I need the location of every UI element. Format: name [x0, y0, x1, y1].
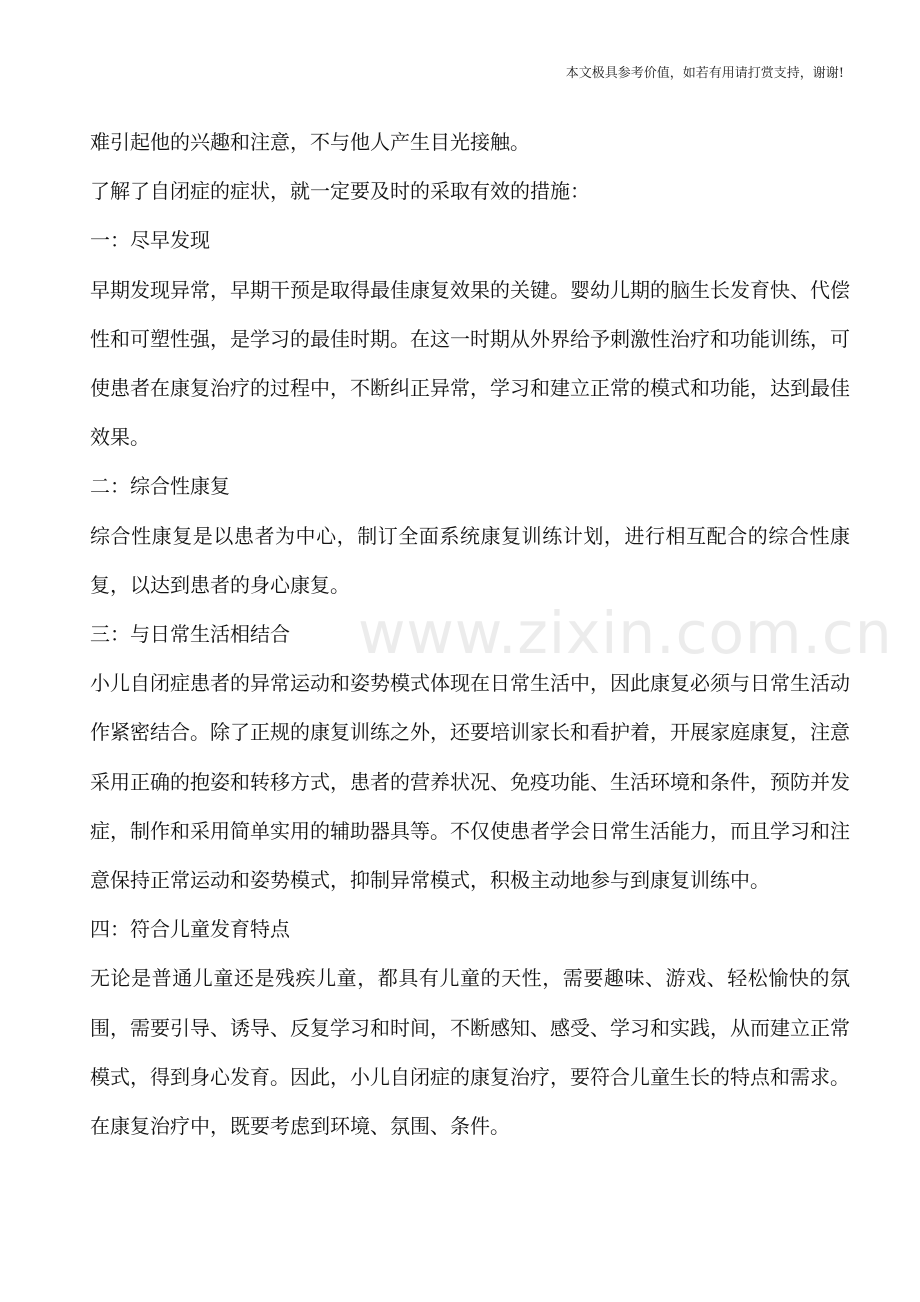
paragraph-section-2: 综合性康复是以患者为中心，制订全面系统康复训练计划，进行相互配合的综合性康复，以达到患者的身心康复。: [90, 523, 850, 597]
section-heading-2: 二：综合性康复: [90, 474, 230, 499]
paragraph-section-4: 无论是普通儿童还是残疾儿童，都具有儿童的天性，需要趣味、游戏、轻松愉快的氛围，需要引导、诱导、反复学习和时间，不断感知、感受、学习和实践，从而建立正常模式，得到身心发育。因此，小儿自闭症的康复治疗，要符合儿童生长的特点和需求。在康复治疗中，既要考虑到环境、氛围、条件。: [90, 966, 850, 1139]
paragraph-section-1: 早期发现异常，早期干预是取得最佳康复效果的关键。婴幼儿期的脑生长发育快、代偿性和可塑性强，是学习的最佳时期。在这一时期从外界给予刺激性治疗和功能训练，可使患者在康复治疗的过程中，不断纠正异常，学习和建立正常的模式和功能，达到最佳效果。: [90, 277, 850, 450]
header-note: 本文极具参考价值，如若有用请打赏支持，谢谢!: [565, 66, 844, 81]
watermark: www.zixin.com.cn: [358, 599, 893, 667]
section-heading-1: 一：尽早发现: [90, 228, 210, 253]
paragraph-intro: 了解了自闭症的症状，就一定要及时的采取有效的措施：: [90, 179, 590, 204]
section-heading-4: 四：符合儿童发育特点: [90, 917, 290, 942]
document-body: [90, 118, 850, 1151]
paragraph-continuation: 难引起他的兴趣和注意，不与他人产生目光接触。: [90, 130, 530, 154]
paragraph-section-3: 小儿自闭症患者的异常运动和姿势模式体现在日常生活中，因此康复必须与日常生活动作紧密结合。除了正规的康复训练之外，还要培训家长和看护着，开展家庭康复，注意采用正确的抱姿和转移方式，患者的营养状况、免疫功能、生活环境和条件，预防并发症，制作和采用简单实用的辅助器具等。不仅使患者学会日常生活能力，而且学习和注意保持正常运动和姿势模式，抑制异常模式，积极主动地参与到康复训练中。: [90, 671, 850, 893]
section-heading-3: 三：与日常生活相结合: [90, 622, 290, 647]
